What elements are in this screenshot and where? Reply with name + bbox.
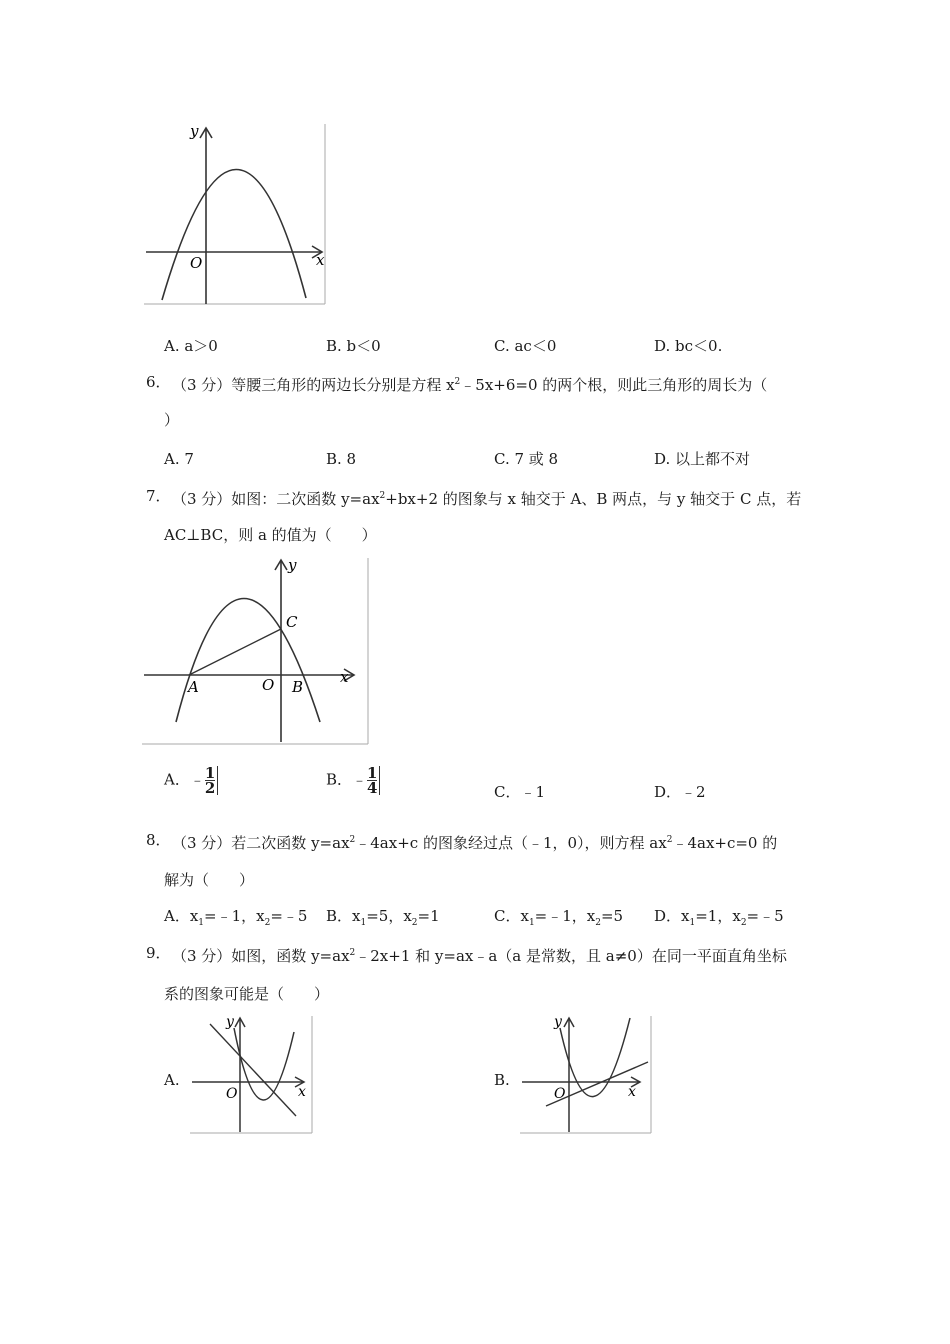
q8-option-c bbox=[494, 906, 623, 933]
q7-option-b-label: B． bbox=[326, 770, 353, 789]
point-a-label: A bbox=[188, 678, 199, 696]
q8-sup-2: 2 bbox=[666, 835, 673, 845]
x-label: x bbox=[340, 668, 349, 686]
q6-stem bbox=[172, 372, 767, 395]
q6-option-d: D. 以上都不对 bbox=[654, 450, 751, 468]
opt-text: =﹣5 bbox=[746, 907, 784, 925]
q7-option-a-fraction bbox=[205, 766, 218, 795]
opt-text: =5，x bbox=[366, 907, 412, 925]
q9-sup: 2 bbox=[349, 948, 356, 958]
y-label: y bbox=[288, 556, 297, 574]
q8-option-d bbox=[654, 906, 784, 933]
opt-text: =﹣1，x bbox=[204, 907, 265, 925]
q6-number: 6． bbox=[146, 373, 171, 391]
q7-option-a bbox=[164, 766, 218, 795]
opt-text: =1 bbox=[417, 907, 440, 925]
q9-stem bbox=[172, 943, 787, 966]
q5-option-d: D. bc＜0. bbox=[654, 337, 723, 355]
parabola-curve bbox=[234, 1028, 294, 1100]
opt-sub: 2 bbox=[595, 918, 601, 928]
y-label: y bbox=[554, 1014, 562, 1030]
q7-text-a: （3 分）如图：二次函数 y=ax bbox=[172, 490, 380, 508]
origin-label: O bbox=[226, 1086, 238, 1102]
q6-option-c: C. 7 或 8 bbox=[494, 450, 559, 468]
q7-sup: 2 bbox=[379, 491, 386, 501]
q7-option-c: C．﹣1 bbox=[494, 783, 546, 801]
q7-option-d: D．﹣2 bbox=[654, 783, 706, 801]
q9-option-a-label: A. bbox=[164, 1071, 180, 1089]
q8-text-b: ﹣4ax+c 的图象经过点（﹣1，0），则方程 ax bbox=[355, 834, 667, 852]
q7-stem-line2: AC⊥BC，则 a 的值为（ ） bbox=[164, 526, 377, 544]
x-label: x bbox=[316, 251, 325, 269]
fraction-numerator: 1 bbox=[367, 764, 378, 782]
y-label: y bbox=[190, 122, 199, 140]
opt-sub: 2 bbox=[411, 918, 418, 928]
parabola-curve bbox=[162, 169, 306, 300]
q6-option-a: A. 7 bbox=[164, 450, 194, 468]
q8-number: 8． bbox=[146, 831, 171, 849]
q8-stem bbox=[172, 830, 777, 853]
parabola-curve bbox=[176, 599, 320, 723]
q8-option-b bbox=[326, 906, 440, 933]
q8-text-c: ﹣4ax+c=0 的 bbox=[672, 834, 778, 852]
q7-number: 7． bbox=[146, 487, 171, 505]
fraction-denominator: 2 bbox=[204, 779, 216, 797]
q7-text-b: +bx+2 的图象与 x 轴交于 A、B 两点，与 y 轴交于 C 点，若 bbox=[385, 490, 802, 508]
segment-ac bbox=[189, 629, 281, 675]
opt-sub: 1 bbox=[198, 918, 205, 928]
opt-sub: 1 bbox=[528, 918, 535, 928]
q7-option-a-label: A． bbox=[164, 770, 190, 789]
q8-stem-line2: 解为（ ） bbox=[164, 871, 255, 889]
q6-option-b: B. 8 bbox=[326, 450, 357, 468]
opt-text: D．x bbox=[654, 907, 690, 925]
point-c-label: C bbox=[286, 613, 298, 631]
q5-graph bbox=[140, 118, 332, 308]
q9-text-a: （3 分）如图，函数 y=ax bbox=[172, 947, 350, 965]
q6-text-b: ﹣5x+6=0 的两个根，则此三角形的周长为（ bbox=[460, 376, 768, 394]
opt-sub: 2 bbox=[740, 918, 747, 928]
opt-text: A．x bbox=[164, 907, 199, 925]
q6-text-a: （3 分）等腰三角形的两边长分别是方程 x bbox=[172, 376, 455, 394]
origin-label: O bbox=[190, 254, 203, 272]
q5-option-b: B. b＜0 bbox=[326, 337, 381, 355]
opt-text: =﹣5 bbox=[270, 907, 308, 925]
q5-option-c: C. ac＜0 bbox=[494, 337, 557, 355]
fraction-numerator: 1 bbox=[204, 764, 216, 782]
x-label: x bbox=[628, 1084, 636, 1100]
opt-text: =1，x bbox=[695, 907, 741, 925]
q8-text-a: （3 分）若二次函数 y=ax bbox=[172, 834, 350, 852]
q8-option-a bbox=[164, 906, 307, 933]
fraction-denominator: 4 bbox=[367, 779, 378, 797]
q6-sup: 2 bbox=[454, 377, 461, 387]
opt-text: =﹣1，x bbox=[534, 907, 596, 925]
origin-label: O bbox=[262, 676, 275, 694]
opt-sub: 2 bbox=[264, 918, 271, 928]
opt-text: C．x bbox=[494, 907, 529, 925]
q7-option-b-sign: ﹣ bbox=[352, 770, 368, 789]
q8-sup-1: 2 bbox=[349, 835, 356, 845]
q9-number: 9． bbox=[146, 944, 171, 962]
origin-label: O bbox=[554, 1086, 566, 1102]
opt-text: =5 bbox=[600, 907, 624, 925]
opt-sub: 1 bbox=[689, 918, 696, 928]
q7-graph bbox=[140, 552, 374, 748]
x-label: x bbox=[298, 1084, 306, 1100]
opt-sub: 1 bbox=[360, 918, 367, 928]
q5-option-a: A. a＞0 bbox=[164, 337, 218, 355]
q7-option-b-fraction bbox=[367, 766, 380, 795]
q9-graph-b bbox=[516, 1010, 656, 1136]
q7-option-b bbox=[326, 766, 380, 795]
q9-graph-a bbox=[186, 1010, 316, 1136]
point-b-label: B bbox=[292, 678, 304, 696]
q9-stem-line2: 系的图象可能是（ ） bbox=[164, 985, 330, 1003]
y-label: y bbox=[226, 1014, 234, 1030]
opt-text: B．x bbox=[326, 907, 361, 925]
q9-option-b-label: B. bbox=[494, 1071, 510, 1089]
q9-text-b: ﹣2x+1 和 y=ax﹣a（a 是常数，且 a≠0）在同一平面直角坐标 bbox=[355, 947, 787, 965]
q7-stem bbox=[172, 486, 801, 509]
q7-option-a-sign: ﹣ bbox=[189, 770, 205, 789]
q6-stem-end: ） bbox=[164, 411, 180, 429]
